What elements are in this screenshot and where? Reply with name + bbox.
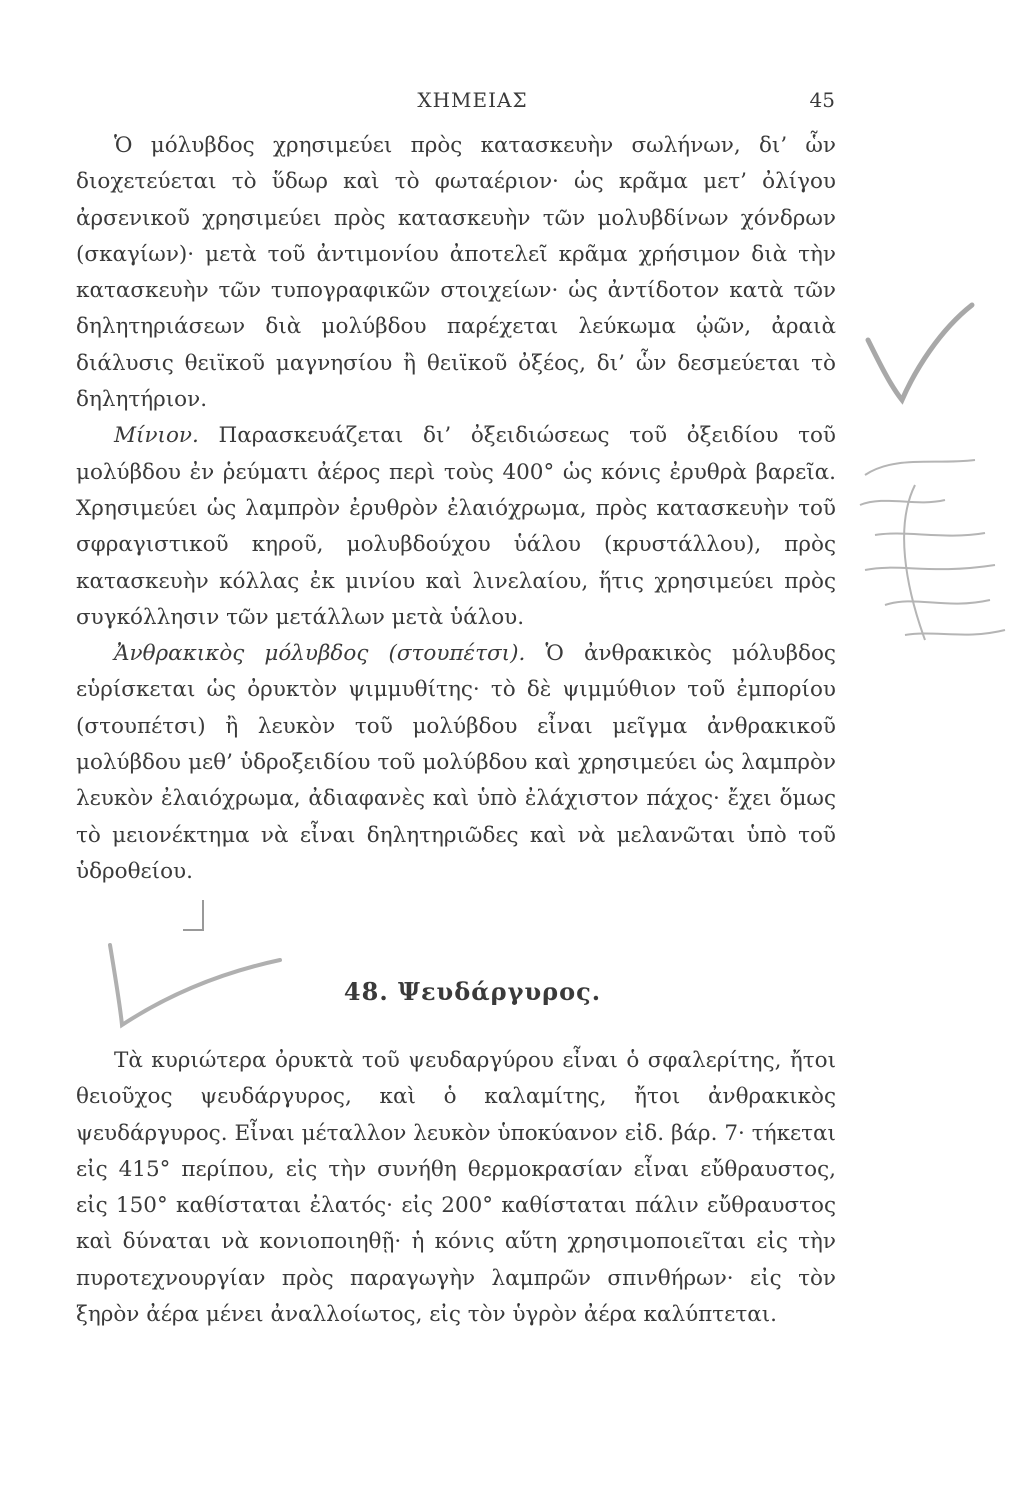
paragraph-minium xyxy=(76,418,836,636)
pencil-checkmark-icon xyxy=(860,300,980,410)
paragraph-lead-uses xyxy=(76,128,836,418)
section-text xyxy=(76,1043,836,1333)
paragraph-text: Ὁ μόλυβδος χρησιμεύει πρὸς κατασκευὴν σωλήνων, δι’ ὧν διοχετεύεται τὸ ὕδωρ καὶ τὸ φωταέριον· ὡς κρᾶμα μετ’ ὀλίγου ἀρσενικοῦ χρησιμεύει πρὸς κατασκευὴν τῶν μολυβδίνων χόνδρων (σκαγίων)· μετὰ τοῦ ἀντιμονίου ἀποτελεῖ κρᾶμα χρήσιμον διὰ τὴν κατασκευὴν τῶν τυπογραφικῶν στοιχείων· ὡς ἀντίδοτον κατὰ τῶν δηλητηριάσεων διὰ μολύβδου παρέχεται λεύκωμα ᾠῶν, ἀραιὰ διάλυσις θειϊκοῦ μαγνησίου ἢ θειϊκοῦ ὀξέος, δι’ ὧν δεσμεύεται τὸ δηλητήριον. xyxy=(76,133,836,413)
paragraph-text: Τὰ κυριώτερα ὀρυκτὰ τοῦ ψευδαργύρου εἶναι ὁ σφαλερίτης, ἤτοι θειοῦχος ψευδάργυρος, καὶ ὁ καλαμίτης, ἤτοι ἀνθρακικὸς ψευδάργυρος. Εἶναι μέταλλον λευκὸν ὑποκύανον εἰδ. βάρ. 7· τήκεται εἰς 415° περίπου, εἰς τὴν συνήθη θερμοκρασίαν εἶναι εὔθραυστος, εἰς 150° καθίσταται ἐλατός· εἰς 200° καθίσταται πάλιν εὔθραυστος καὶ δύναται νὰ κονιοποιηθῇ· ἡ κόνις αὕτη χρησιμοποιεῖται εἰς τὴν πυροτεχνουργίαν πρὸς παραγωγὴν λαμπρῶν σπινθήρων· εἰς τὸν ξηρὸν ἀέρα μένει ἀναλλοίωτος, εἰς τὸν ὑγρὸν ἀέρα καλύπτεται. xyxy=(76,1048,836,1328)
paragraph-term: Μίνιον. xyxy=(114,423,199,449)
section-heading: 48. Ψευδάργυρος. xyxy=(343,977,602,1006)
paragraph-zinc xyxy=(76,1043,836,1333)
paragraph-lead-carbonate xyxy=(76,636,836,890)
paragraph-text: Ὁ ἀνθρακικὸς μόλυβδος εὑρίσκεται ὡς ὀρυκτὸν ψιμμυθίτης· τὸ δὲ ψιμμύθιον τοῦ ἐμπορίου (στουπέτσι) ἢ λευκὸν τοῦ μολύβδου εἶναι μεῖγμα ἀνθρακικοῦ μολύβδου μεθ’ ὑδροξειδίου τοῦ μολύβδου καὶ χρησιμεύει ὡς λαμπρὸν λευκὸν ἐλαιόχρωμα, ἀδιαφανὲς καὶ ὑπὸ ἐλάχιστον πάχος· ἔχει ὅμως τὸ μειονέκτημα νὰ εἶναι δηλητηριῶδες καὶ νὰ μελανῶται ὑπὸ τοῦ ὑδροθείου. xyxy=(76,641,836,884)
pencil-scribble-icon xyxy=(845,445,1015,655)
page-header xyxy=(110,88,835,118)
pencil-bracket-icon xyxy=(178,895,218,935)
running-title: ΧΗΜΕΙΑΣ xyxy=(417,88,528,112)
main-text xyxy=(76,128,836,890)
paragraph-term: Ἀνθρακικὸς μόλυβδος (στουπέτσι). xyxy=(114,641,526,667)
paragraph-text: Παρασκευάζεται δι’ ὀξειδιώσεως τοῦ ὀξειδίου τοῦ μολύβδου ἐν ῥεύματι ἀέρος περὶ τοὺς 400° ὡς κόνις ἐρυθρὰ βαρεῖα. Χρησιμεύει ὡς λαμπρὸν ἐρυθρὸν ἐλαιόχρωμα, πρὸς κατασκευὴν τοῦ σφραγιστικοῦ κηροῦ, μολυβδούχου ὑάλου (κρυστάλλου), πρὸς κατασκευὴν κόλλας ἐκ μινίου καὶ λινελαίου, ἥτις χρησιμεύει πρὸς συγκόλλησιν τῶν μετάλλων μετὰ ὑάλου. xyxy=(76,423,836,630)
page-number: 45 xyxy=(809,88,835,112)
